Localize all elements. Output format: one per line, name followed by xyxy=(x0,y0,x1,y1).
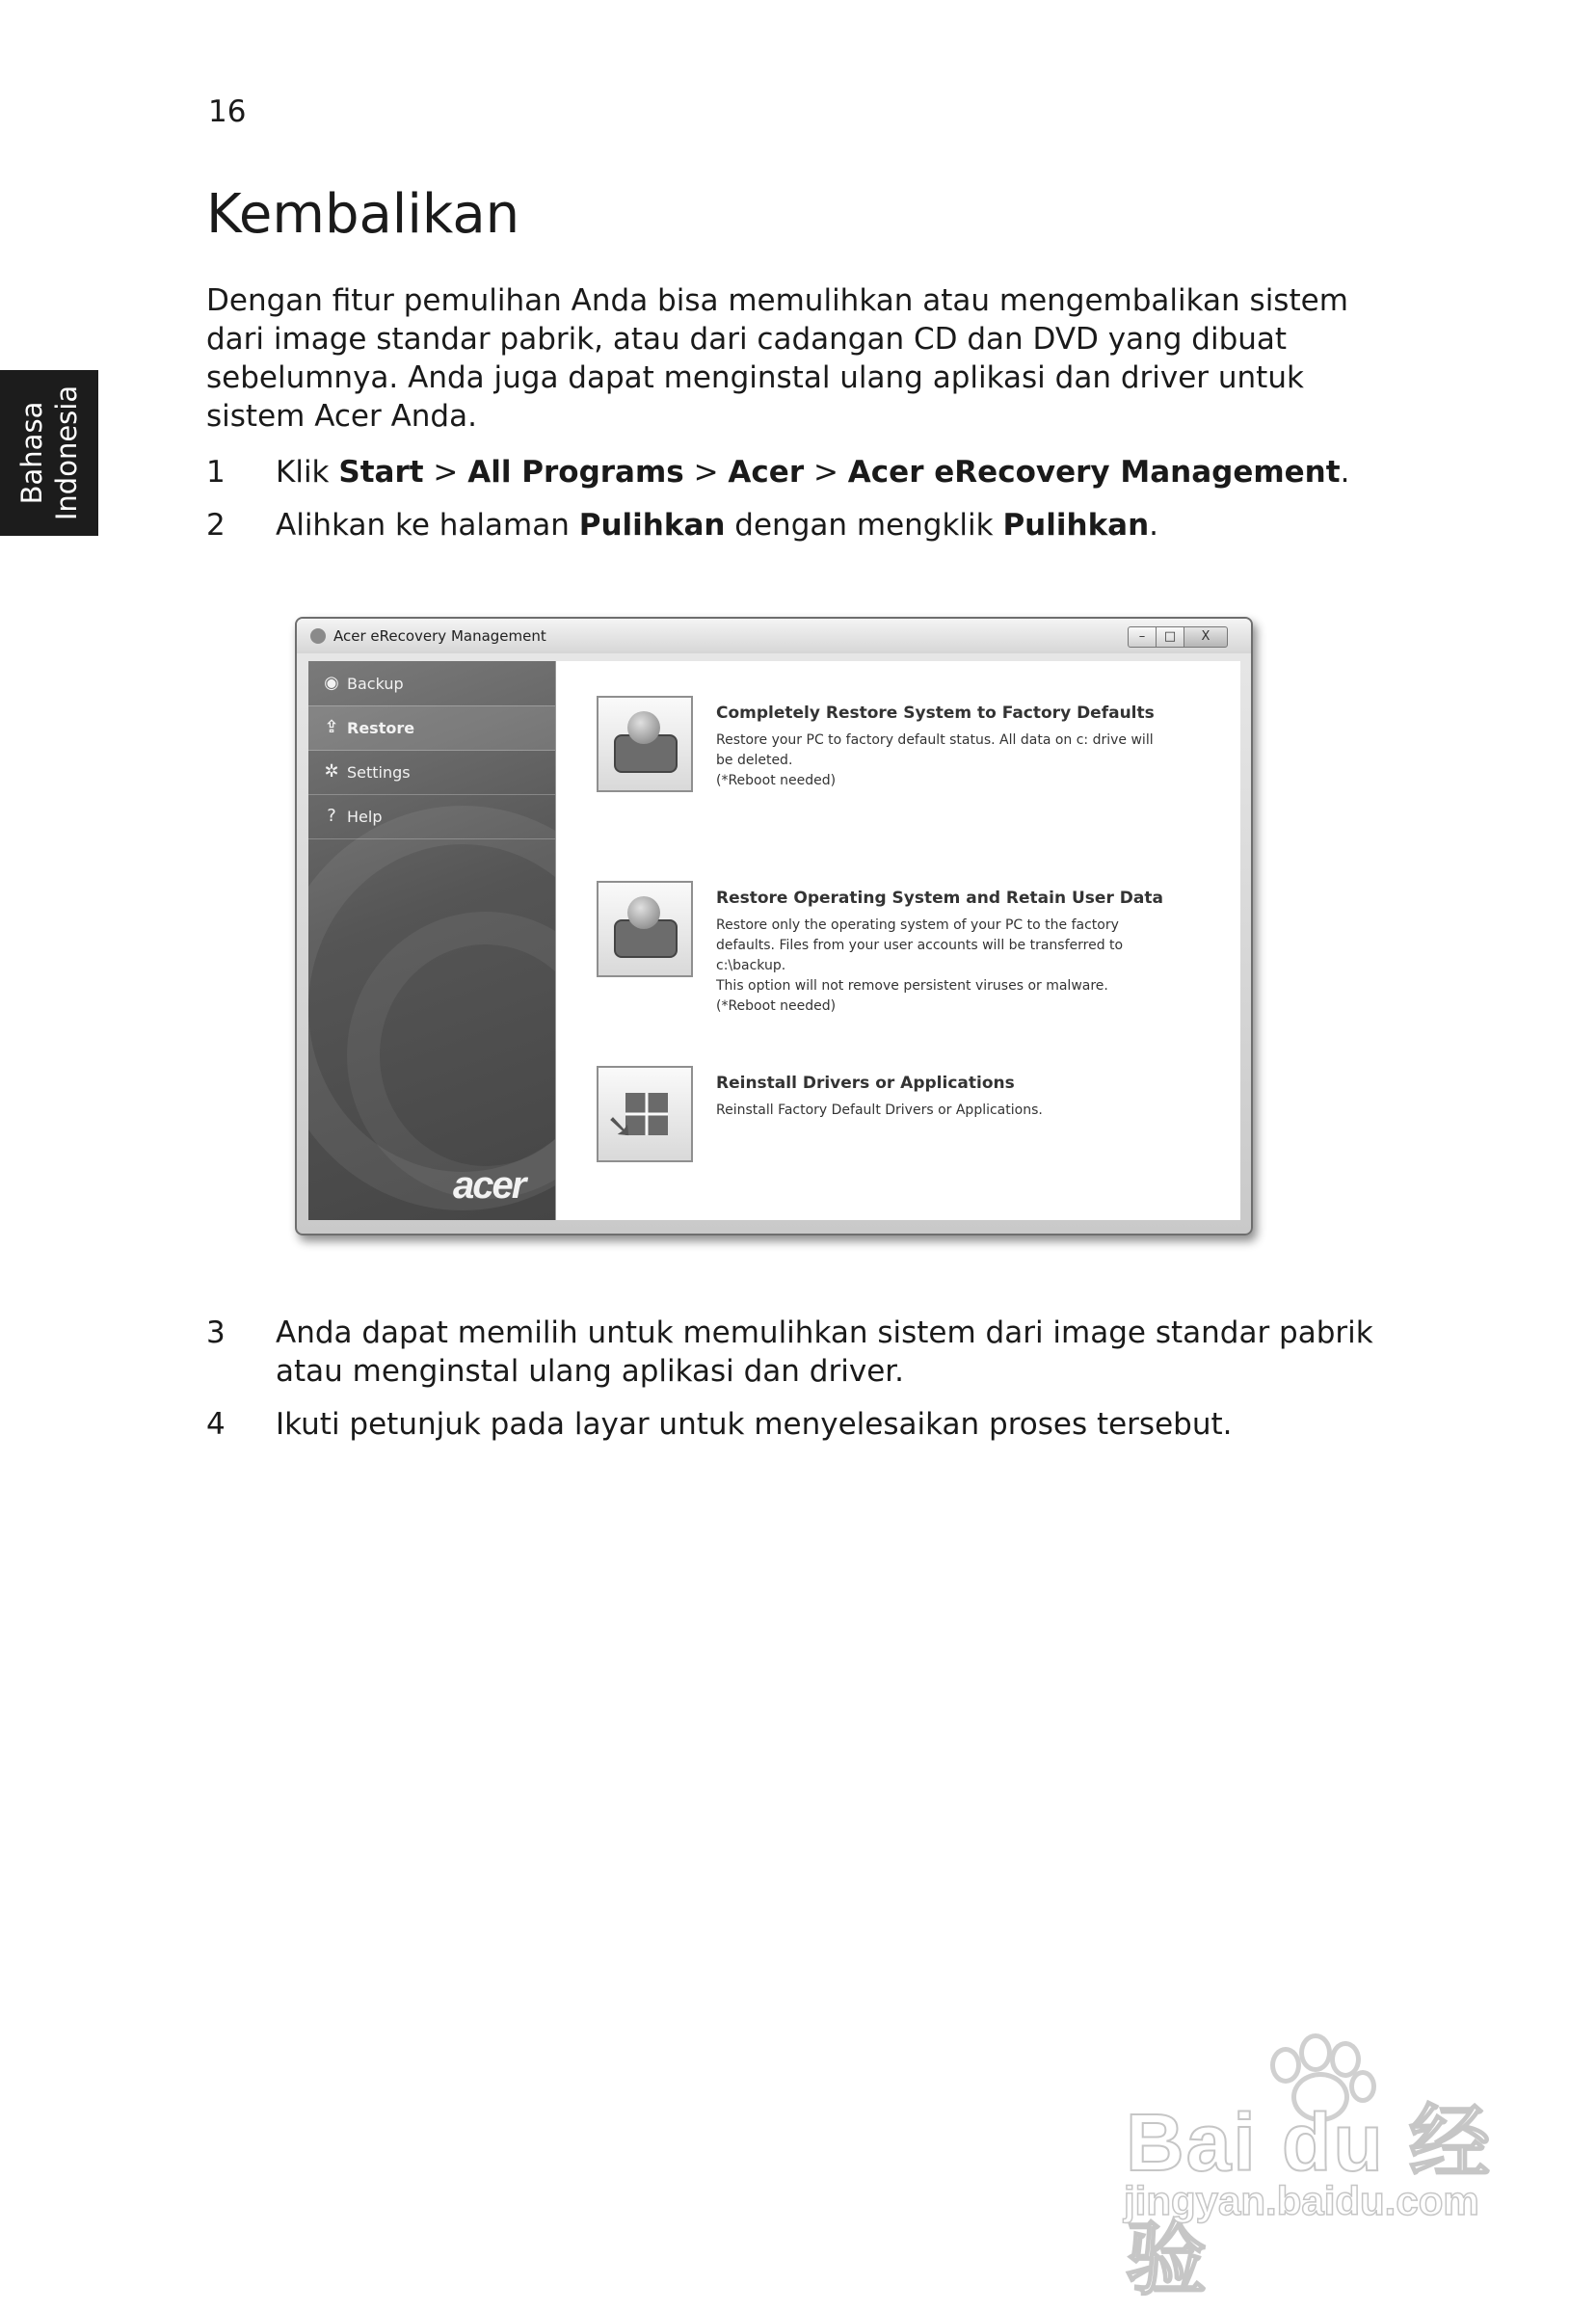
gear-icon: ✲ xyxy=(324,761,339,782)
menu-path-acer: Acer xyxy=(728,455,805,490)
page-name-pulihkan: Pulihkan xyxy=(578,508,726,543)
factory-restore-icon-button[interactable] xyxy=(597,696,693,792)
page-number: 16 xyxy=(208,94,247,129)
language-side-tab xyxy=(0,370,98,536)
menu-path-all-programs: All Programs xyxy=(467,455,684,490)
minimize-button[interactable]: – xyxy=(1128,626,1157,648)
restore-disc-icon xyxy=(627,896,660,929)
watermark-brand: Bai du 经验 xyxy=(1126,2097,1493,2304)
close-button[interactable]: X xyxy=(1184,626,1228,648)
window-sidebar xyxy=(308,661,555,1220)
option-title: Reinstall Drivers or Applications xyxy=(716,1074,1015,1093)
step-text: Klik Start > All Programs > Acer > Acer eRecovery Management. xyxy=(276,455,1350,490)
step-number: 4 xyxy=(206,1407,226,1442)
restore-icon: ⇪ xyxy=(324,717,339,737)
step-text: Alihkan ke halaman Pulihkan dengan mengklik Pulihkan. xyxy=(276,508,1159,543)
step-number: 3 xyxy=(206,1315,226,1350)
acer-logo: acer xyxy=(453,1164,525,1207)
watermark-url: jingyan.baidu.com xyxy=(1124,2178,1479,2223)
app-icon xyxy=(310,628,326,644)
step-number: 2 xyxy=(206,508,226,543)
option-description: Restore your PC to factory default status. All data on c: drive will be deleted. (*Reboot needed) xyxy=(716,732,1154,788)
nav-label: Help xyxy=(347,808,383,826)
step-text: Anda dapat memilih untuk memulihkan sistem dari image standar pabrik atau menginstal ulang aplikasi dan driver. xyxy=(276,1315,1373,1389)
option-title: Restore Operating System and Retain User Data xyxy=(716,889,1163,908)
side-tab-line-2: Indonesia xyxy=(50,385,83,521)
restore-disc-icon xyxy=(627,711,660,744)
page-title: Kembalikan xyxy=(206,183,520,246)
backup-icon: ◉ xyxy=(324,673,339,693)
window-main-panel xyxy=(555,661,1240,1220)
window-titlebar xyxy=(297,619,1251,653)
nav-item-settings[interactable] xyxy=(308,750,555,795)
intro-paragraph: Dengan fitur pemulihan Anda bisa memulihkan atau mengembalikan sistem dari image standar pabrik, atau dari cadangan CD dan DVD yang dibuat sebelumnya. Anda juga dapat menginstal ulang aplikasi dan driver untuk sistem Acer Anda. xyxy=(206,283,1348,434)
help-icon: ? xyxy=(327,806,336,826)
nav-label: Restore xyxy=(347,719,415,737)
install-arrow-icon: ➘ xyxy=(606,1107,634,1146)
button-name-pulihkan: Pulihkan xyxy=(1002,508,1150,543)
reinstall-icon-button[interactable] xyxy=(597,1066,693,1162)
side-tab-line-1: Bahasa xyxy=(15,401,48,505)
option-description: Reinstall Factory Default Drivers or Applications. xyxy=(716,1102,1043,1118)
nav-item-restore[interactable] xyxy=(308,705,555,751)
erecovery-window-screenshot xyxy=(295,617,1253,1235)
maximize-button[interactable]: □ xyxy=(1156,626,1184,648)
os-restore-icon-button[interactable] xyxy=(597,881,693,977)
option-title: Completely Restore System to Factory Defaults xyxy=(716,704,1155,723)
step-number: 1 xyxy=(206,455,226,490)
nav-item-help[interactable] xyxy=(308,794,555,839)
option-description: Restore only the operating system of your PC to the factory defaults. Files from your user accounts will be transferred to c:\backup. This option will not remove persistent viruses or malware. (*Reboot needed) xyxy=(716,917,1124,1014)
nav-item-backup[interactable] xyxy=(308,661,555,706)
nav-label: Backup xyxy=(347,675,404,693)
nav-label: Settings xyxy=(347,763,411,782)
step-text: Ikuti petunjuk pada layar untuk menyelesaikan proses tersebut. xyxy=(276,1407,1233,1442)
window-title: Acer eRecovery Management xyxy=(333,627,546,645)
baidu-watermark xyxy=(1118,2033,1523,2304)
menu-path-erecovery: Acer eRecovery Management xyxy=(847,455,1341,490)
menu-path-start: Start xyxy=(338,455,424,490)
